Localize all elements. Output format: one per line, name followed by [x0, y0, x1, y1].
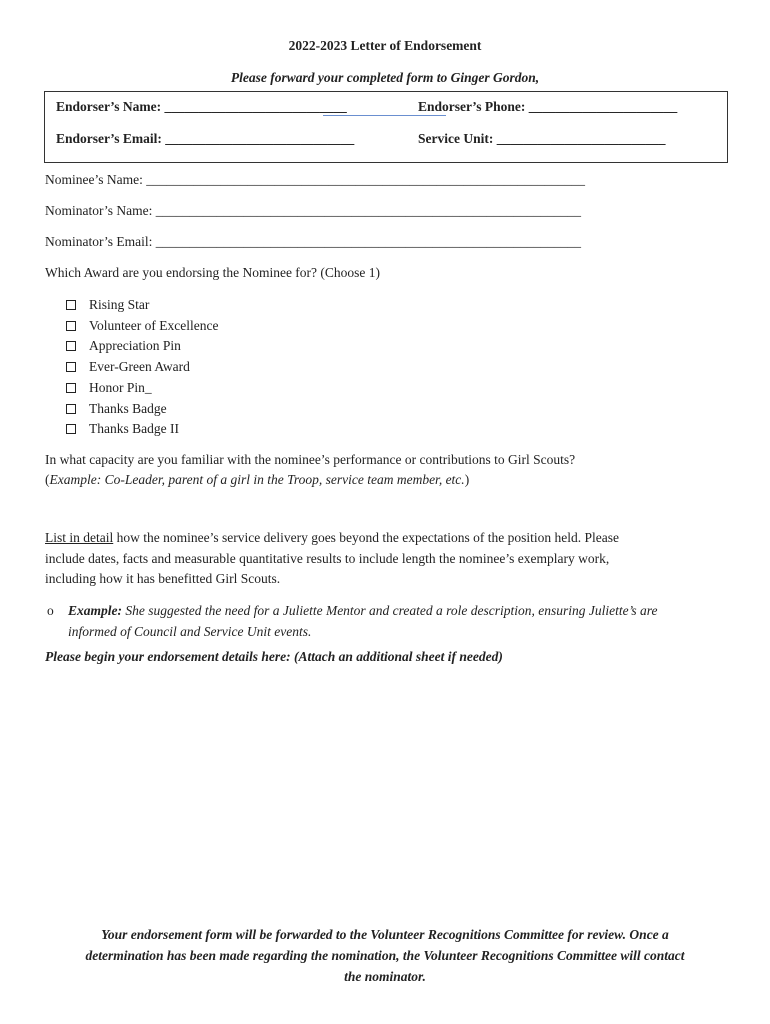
detail-line3: including how it has benefitted Girl Scouts. [45, 571, 281, 586]
endorser-name-field[interactable]: Endorser’s Name: ___________________________ [56, 99, 347, 114]
footer-note [40, 924, 730, 987]
begin-endorsement-text: Please begin your endorsement details here: (Attach an additional sheet if needed) [45, 649, 503, 664]
nominee-name-field[interactable]: Nominee’s Name: _________________________________________________________________ [45, 172, 585, 187]
award-option[interactable] [66, 297, 149, 313]
endorser-phone-field[interactable]: Endorser’s Phone: ______________________ [418, 99, 678, 114]
nominator-email-field[interactable]: Nominator’s Email: _______________________________________________________________ [45, 234, 581, 249]
form-title: 2022-2023 Letter of Endorsement [288, 38, 482, 53]
detail-lead: List in detail [45, 530, 114, 545]
award-option-label: Honor Pin_ [89, 379, 152, 395]
footer-line-2: determination has been made regarding the nomination, the Volunteer Recognitions Committee will contact [85, 948, 685, 963]
footer-line-3: the nominator. [344, 969, 426, 984]
capacity-question: In what capacity are you familiar with the nominee’s performance or contributions to Girl Scouts? [45, 452, 576, 467]
link-underline [323, 115, 446, 116]
service-unit-field[interactable]: Service Unit: _________________________ [418, 131, 666, 146]
award-option[interactable] [66, 380, 152, 396]
checkbox-icon[interactable] [66, 424, 76, 434]
checkbox-icon[interactable] [66, 341, 76, 351]
award-option[interactable] [66, 421, 179, 437]
award-option[interactable] [66, 401, 167, 417]
bullet-icon: o [47, 603, 54, 618]
award-option[interactable] [66, 338, 181, 354]
footer-line-1: Your endorsement form will be forwarded to the Volunteer Recognitions Committee for review. Once a [101, 927, 669, 942]
example-text: She suggested the need for a Juliette Mentor and created a role description, ensuring Juliette’s are [122, 603, 658, 618]
award-option[interactable] [66, 318, 218, 334]
detail-line2: include dates, facts and measurable quantitative results to include length the nominee’s exemplary work, [45, 550, 610, 566]
endorser-email-field[interactable]: Endorser’s Email: ____________________________ [56, 131, 355, 146]
paren-close: ) [464, 472, 470, 487]
detail-line1: how the nominee’s service delivery goes beyond the expectations of the position held. Please [113, 530, 619, 545]
checkbox-icon[interactable] [66, 362, 76, 372]
checkbox-icon[interactable] [66, 383, 76, 393]
example-block [47, 600, 708, 642]
capacity-example [45, 472, 469, 488]
award-option[interactable] [66, 359, 190, 375]
award-option-label: Rising Star [89, 297, 150, 312]
checkbox-icon[interactable] [66, 321, 76, 331]
capacity-example-text: Example: Co-Leader, parent of a girl in the Troop, service team member, etc. [49, 472, 465, 487]
award-option-label: Appreciation Pin [89, 338, 181, 354]
award-option-label: Ever-Green Award [89, 359, 190, 375]
example-label: Example: [68, 603, 122, 618]
award-option-label: Volunteer of Excellence [89, 317, 219, 333]
award-option-label: Thanks Badge [89, 400, 167, 416]
paren-open: ( [45, 472, 50, 487]
form-subtitle: Please forward your completed form to Ginger Gordon, [230, 70, 540, 85]
detail-instructions [45, 528, 735, 590]
award-option-label: Thanks Badge II [89, 421, 179, 437]
checkbox-icon[interactable] [66, 300, 76, 310]
nominator-name-field[interactable]: Nominator’s Name: _______________________________________________________________ [45, 203, 581, 218]
award-question: Which Award are you endorsing the Nominee for? (Choose 1) [45, 265, 381, 280]
checkbox-icon[interactable] [66, 404, 76, 414]
example-text-2: informed of Council and Service Unit events. [68, 624, 312, 639]
